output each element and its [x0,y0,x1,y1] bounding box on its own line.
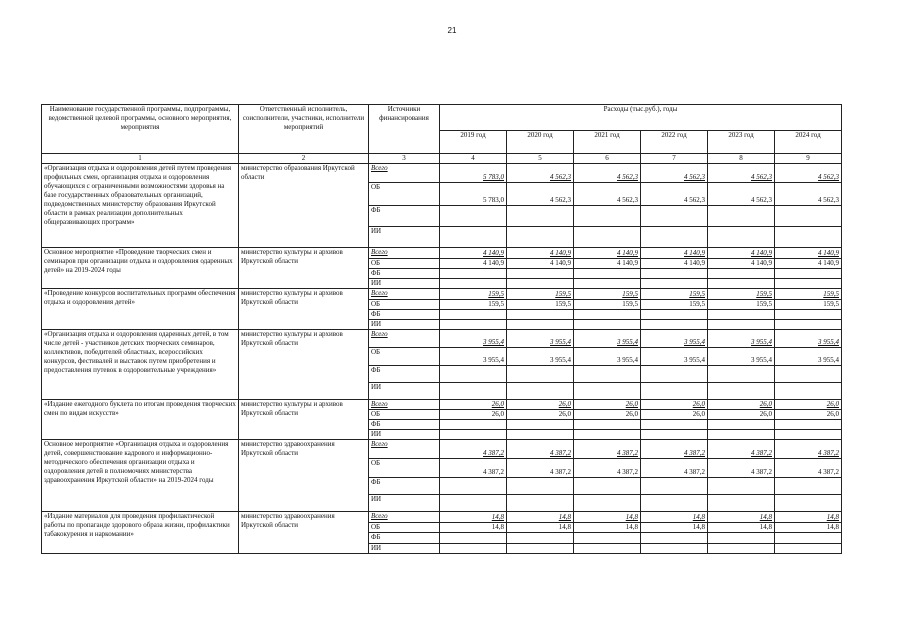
expense-value: 3 955,4 [708,330,775,348]
expense-value [440,383,507,400]
header-expenses: Расходы (тыс.руб.), годы [440,105,842,131]
expense-value: 159,5 [440,300,507,310]
expense-value [708,478,775,495]
funding-source: Всего [369,289,440,300]
expense-value [507,478,574,495]
expense-value [775,420,842,430]
funding-source: Всего [369,248,440,259]
expense-value [440,279,507,289]
table-row [42,512,842,523]
expense-value [641,366,708,383]
column-index: 7 [641,154,708,164]
expense-value [507,320,574,330]
expense-value: 26,0 [440,410,507,420]
funding-source: ОБ [369,348,440,366]
expense-value [574,544,641,554]
funding-source: ИИ [369,430,440,440]
column-index: 3 [369,154,440,164]
expense-value: 26,0 [775,410,842,420]
expense-value [708,533,775,544]
funding-source: ОБ [369,410,440,420]
expense-value: 26,0 [641,410,708,420]
expense-value: 4 140,9 [507,259,574,269]
responsible-executor: министерство культуры и архивов Иркутской области [239,289,369,330]
expense-value: 14,8 [574,523,641,533]
expense-value: 14,8 [775,523,842,533]
expense-value: 4 387,2 [641,440,708,459]
expense-value [641,495,708,512]
expense-value: 3 955,4 [574,330,641,348]
expense-value: 4 387,2 [574,459,641,478]
funding-source: ИИ [369,227,440,248]
expense-value [708,495,775,512]
expense-value [708,206,775,227]
expense-value: 26,0 [775,400,842,410]
expense-value [574,533,641,544]
header-executor: Ответственный исполнитель, соисполнители, участники, исполнители мероприятий [239,105,369,154]
expense-value: 26,0 [507,400,574,410]
expense-value: 4 562,3 [708,164,775,183]
expense-value: 3 955,4 [641,348,708,366]
expense-value [440,430,507,440]
expense-value: 26,0 [708,410,775,420]
expense-value: 3 955,4 [775,348,842,366]
header-year: 2022 год [641,131,708,154]
funding-source: ОБ [369,523,440,533]
expense-value: 14,8 [574,512,641,523]
responsible-executor: министерство здравоохранения Иркутской области [239,440,369,512]
table-row [42,248,842,259]
expense-value [440,206,507,227]
expense-value [775,279,842,289]
expense-value [507,310,574,320]
column-index: 6 [574,154,641,164]
expense-value: 26,0 [507,410,574,420]
expense-value: 14,8 [641,523,708,533]
expense-value [775,495,842,512]
expense-value: 3 955,4 [440,348,507,366]
expense-value [641,383,708,400]
header-name: Наименование государственной программы, подпрограммы, ведомственной целевой программы, основного мероприятия, мероприятия [42,105,239,154]
expense-value [507,544,574,554]
expense-value: 3 955,4 [507,348,574,366]
expense-value [775,269,842,279]
expense-value: 4 387,2 [641,459,708,478]
expense-value: 4 387,2 [708,459,775,478]
funding-source: ИИ [369,320,440,330]
funding-source: Всего [369,400,440,410]
expense-value: 4 140,9 [775,259,842,269]
responsible-executor: министерство культуры и архивов Иркутской области [239,400,369,440]
expense-value [641,320,708,330]
expense-value: 14,8 [641,512,708,523]
expense-value [507,269,574,279]
expense-value: 159,5 [708,300,775,310]
expense-value: 4 387,2 [440,459,507,478]
expense-value: 4 387,2 [775,459,842,478]
expense-value: 3 955,4 [641,330,708,348]
expense-value [440,420,507,430]
expense-value [440,366,507,383]
expense-value [574,430,641,440]
expense-value [574,269,641,279]
funding-source: ОБ [369,300,440,310]
expense-value: 159,5 [775,300,842,310]
expense-value: 3 955,4 [440,330,507,348]
page-number: 21 [447,26,457,35]
expense-value [708,420,775,430]
expense-value: 4 387,2 [440,440,507,459]
expense-value [708,383,775,400]
funding-source: ИИ [369,383,440,400]
expense-value: 4 387,2 [507,459,574,478]
expense-value [574,366,641,383]
expense-value: 4 140,9 [641,248,708,259]
expense-value [708,320,775,330]
expense-value [507,420,574,430]
expense-value: 14,8 [708,512,775,523]
funding-source: ФБ [369,310,440,320]
expense-value [440,227,507,248]
measure-name: «Издание материалов для проведения профилактической работы по пропаганде здорового образа жизни, профилактики табакокурения и наркомании» [42,512,239,554]
budget-table [41,104,842,554]
expense-value [574,383,641,400]
expense-value [574,495,641,512]
expense-value: 4 140,9 [708,259,775,269]
funding-source: ФБ [369,366,440,383]
header-year: 2020 год [507,131,574,154]
expense-value [507,430,574,440]
funding-source: Всего [369,440,440,459]
funding-source: ФБ [369,206,440,227]
expense-value [775,544,842,554]
expense-value [507,227,574,248]
expense-value [507,366,574,383]
expense-value [574,320,641,330]
expense-value: 4 140,9 [708,248,775,259]
funding-source: Всего [369,330,440,348]
expense-value [440,478,507,495]
expense-value [574,279,641,289]
expense-value: 14,8 [440,512,507,523]
funding-source: ФБ [369,269,440,279]
expense-value: 4 387,2 [574,440,641,459]
table-row [42,164,842,183]
funding-source: ФБ [369,478,440,495]
expense-value: 4 140,9 [775,248,842,259]
funding-source: ИИ [369,544,440,554]
expense-value [775,430,842,440]
expense-value [641,420,708,430]
responsible-executor: министерство культуры и архивов Иркутской области [239,248,369,289]
expense-value [775,533,842,544]
expense-value: 14,8 [507,512,574,523]
expense-value [641,206,708,227]
expense-value: 159,5 [775,289,842,300]
measure-name: «Организация отдыха и оздоровления детей путем проведения профильных смен, организация отдыха и оздоровления обучающихся с ограниченными возможностями здоровья на базе государственных образовательных организаций, подведомственных министерству образования Иркутской области в рамках реализации дополнительных общеразвивающих программ» [42,164,239,248]
table-row [42,289,842,300]
expense-value: 159,5 [641,300,708,310]
expense-value [708,310,775,320]
responsible-executor: министерство образования Иркутской области [239,164,369,248]
expense-value [641,269,708,279]
expense-value [775,366,842,383]
measure-name: «Организация отдыха и оздоровления одаренных детей, в том числе детей - участников детских творческих семинаров, коллективов, победителей областных, всероссийских конкурсов, фестивалей и выставок путем приобретения и предоставления путевок в оздоровительные учреждения» [42,330,239,400]
column-index: 9 [775,154,842,164]
expense-value: 3 955,4 [574,348,641,366]
measure-name: «Издание ежегодного буклета по итогам проведения творческих смен по видам искусств» [42,400,239,440]
expense-value: 4 562,3 [708,183,775,206]
expense-value: 4 562,3 [507,164,574,183]
expense-value [507,383,574,400]
expense-value [440,269,507,279]
measure-name: «Проведение конкурсов воспитательных программ обеспечения отдыха и оздоровления детей» [42,289,239,330]
expense-value [507,206,574,227]
funding-source: Всего [369,164,440,183]
expense-value [641,279,708,289]
funding-source: ФБ [369,420,440,430]
expense-value [641,430,708,440]
expense-value: 5 783,0 [440,183,507,206]
expense-value [641,533,708,544]
expense-value [775,227,842,248]
funding-source: Всего [369,512,440,523]
header-source: Источники финансирования [369,105,440,154]
expense-value: 159,5 [574,289,641,300]
expense-value [708,366,775,383]
expense-value: 4 140,9 [574,259,641,269]
expense-value [440,533,507,544]
header-year: 2024 год [775,131,842,154]
expense-value: 14,8 [440,523,507,533]
funding-source: ФБ [369,533,440,544]
expense-value [641,227,708,248]
expense-value [708,227,775,248]
header-year: 2023 год [708,131,775,154]
funding-source: ОБ [369,259,440,269]
table-row [42,330,842,348]
expense-value: 4 387,2 [775,440,842,459]
expense-value: 3 955,4 [775,330,842,348]
expense-value: 26,0 [641,400,708,410]
expense-value: 5 783,0 [440,164,507,183]
expense-value: 26,0 [574,400,641,410]
table-row [42,400,842,410]
expense-value [641,478,708,495]
expense-value: 4 387,2 [507,440,574,459]
measure-name: Основное мероприятие «Организация отдыха и оздоровления детей, совершенствование кадрового и информационно-методического обеспечения организации отдыха и оздоровления детей в полномочиях министерства здравоохранения Иркутской области» на 2019-2024 годы [42,440,239,512]
expense-value: 14,8 [708,523,775,533]
responsible-executor: министерство здравоохранения Иркутской области [239,512,369,554]
column-index: 2 [239,154,369,164]
expense-value [708,544,775,554]
expense-value: 26,0 [574,410,641,420]
expense-value: 4 562,3 [574,183,641,206]
expense-value: 159,5 [708,289,775,300]
expense-value [775,310,842,320]
expense-value: 4 140,9 [641,259,708,269]
column-index-row [42,154,842,164]
expense-value [440,495,507,512]
expense-value: 14,8 [775,512,842,523]
expense-value [507,533,574,544]
header-year: 2021 год [574,131,641,154]
expense-value: 159,5 [440,289,507,300]
expense-value: 14,8 [507,523,574,533]
expense-value [775,383,842,400]
expense-value: 4 140,9 [574,248,641,259]
column-index: 5 [507,154,574,164]
expense-value: 4 562,3 [507,183,574,206]
expense-value [574,206,641,227]
expense-value: 3 955,4 [708,348,775,366]
expense-value: 3 955,4 [507,330,574,348]
expense-value: 159,5 [574,300,641,310]
column-index: 8 [708,154,775,164]
expense-value: 159,5 [507,300,574,310]
expense-value: 4 140,9 [440,259,507,269]
expense-value: 4 140,9 [440,248,507,259]
expense-value: 4 562,3 [775,183,842,206]
expense-value [440,310,507,320]
expense-value: 159,5 [641,289,708,300]
expense-value [440,320,507,330]
expense-value [775,206,842,227]
funding-source: ИИ [369,495,440,512]
expense-value [574,420,641,430]
measure-name: Основное мероприятие «Проведение творческих смен и семинаров при организации отдыха и оздоровления одаренных детей» на 2019-2024 годы [42,248,239,289]
expense-value: 4 562,3 [641,183,708,206]
expense-value [708,269,775,279]
expense-value: 4 387,2 [708,440,775,459]
expense-value: 4 562,3 [641,164,708,183]
funding-source: ОБ [369,459,440,478]
expense-value [775,478,842,495]
expense-value [708,279,775,289]
column-index: 4 [440,154,507,164]
expense-value: 4 562,3 [775,164,842,183]
funding-source: ОБ [369,183,440,206]
expense-value [507,495,574,512]
expense-value: 4 140,9 [507,248,574,259]
expense-value [574,310,641,320]
expense-value [708,430,775,440]
expense-value [574,227,641,248]
expense-value: 4 562,3 [574,164,641,183]
responsible-executor: министерство культуры и архивов Иркутской области [239,330,369,400]
expense-value: 26,0 [440,400,507,410]
expense-value [775,320,842,330]
expense-value [641,544,708,554]
expense-value [641,310,708,320]
header-year: 2019 год [440,131,507,154]
expense-value [440,544,507,554]
column-index: 1 [42,154,239,164]
expense-value: 26,0 [708,400,775,410]
expense-value [574,478,641,495]
expense-value: 159,5 [507,289,574,300]
table-row [42,440,842,459]
expense-value [507,279,574,289]
funding-source: ИИ [369,279,440,289]
